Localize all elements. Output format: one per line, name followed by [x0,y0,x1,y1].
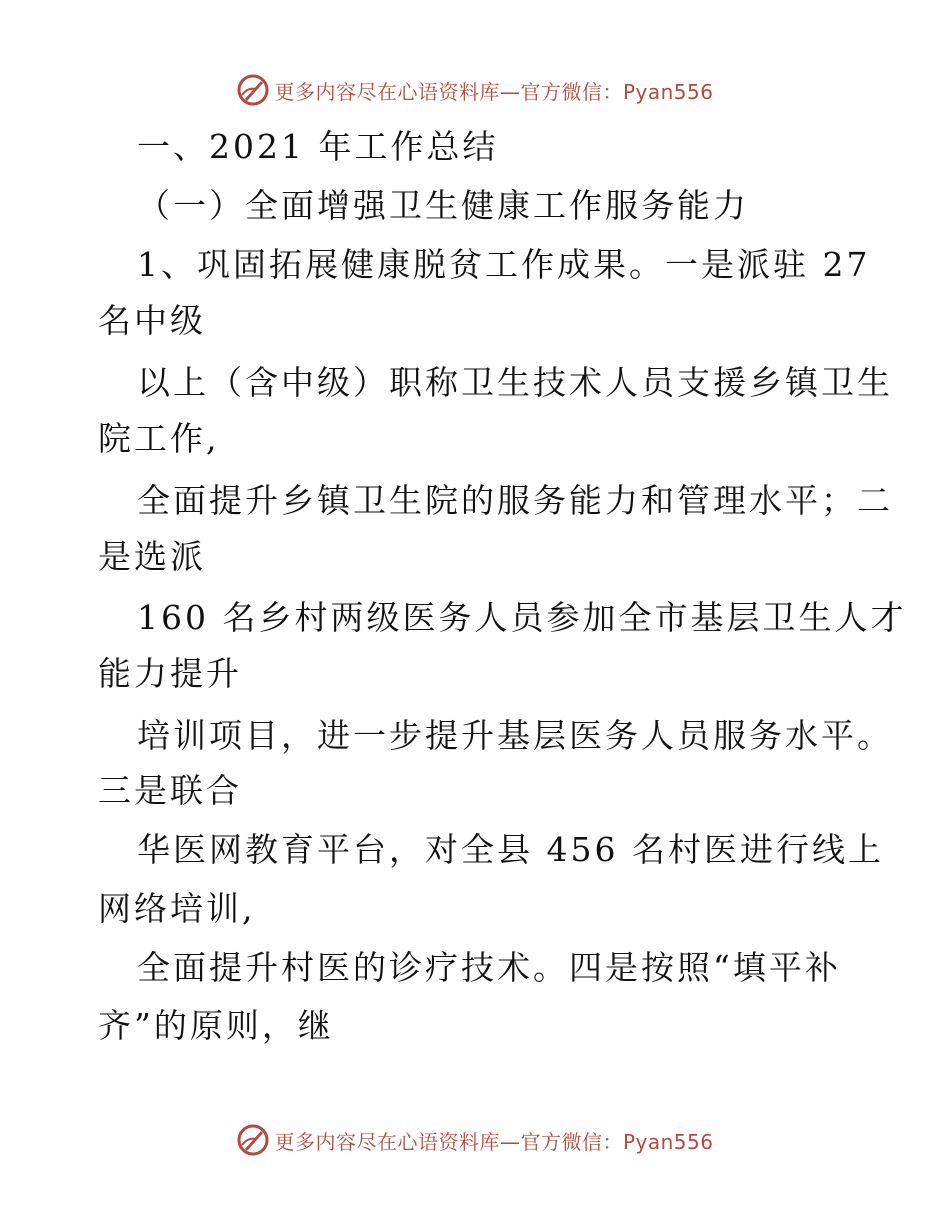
paragraph-line: 院工作, [98,419,220,458]
section-heading: 一、2021 年工作总结 [137,127,499,166]
paragraph-line: 三是联合 [98,771,242,810]
quill-pen-logo-icon [236,73,270,107]
paragraph-line: 1、巩固拓展健康脱贫工作成果。一是派驻 27 [137,245,871,284]
paragraph-line: 网络培训, [98,889,256,928]
paragraph-line: 培训项目，进一步提升基层医务人员服务水平。 [137,716,893,755]
paragraph-line: 齐”的原则，继 [98,1006,334,1045]
paragraph-line: 华医网教育平台，对全县 456 名村医进行线上 [137,830,884,869]
paragraph-line: 全面提升村医的诊疗技术。四是按照“填平补 [137,948,841,987]
paragraph-line: 以上（含中级）职称卫生技术人员支援乡镇卫生 [137,363,893,402]
watermark-text: 更多内容尽在心语资料库—官方微信：Pyan556 [274,79,714,104]
paragraph-line: 能力提升 [98,654,242,693]
paragraph-line: 名中级 [98,301,206,340]
paragraph-line: 160 名乡村两级医务人员参加全市基层卫生人才 [137,598,907,637]
subsection-heading: （一）全面增强卫生健康工作服务能力 [137,186,749,225]
footer-watermark [0,1120,950,1160]
quill-pen-logo-icon [236,1123,270,1157]
header-watermark [0,70,950,110]
paragraph-line: 全面提升乡镇卫生院的服务能力和管理水平；二 [137,481,893,520]
paragraph-line: 是选派 [98,537,206,576]
watermark-text: 更多内容尽在心语资料库—官方微信：Pyan556 [274,1129,714,1154]
